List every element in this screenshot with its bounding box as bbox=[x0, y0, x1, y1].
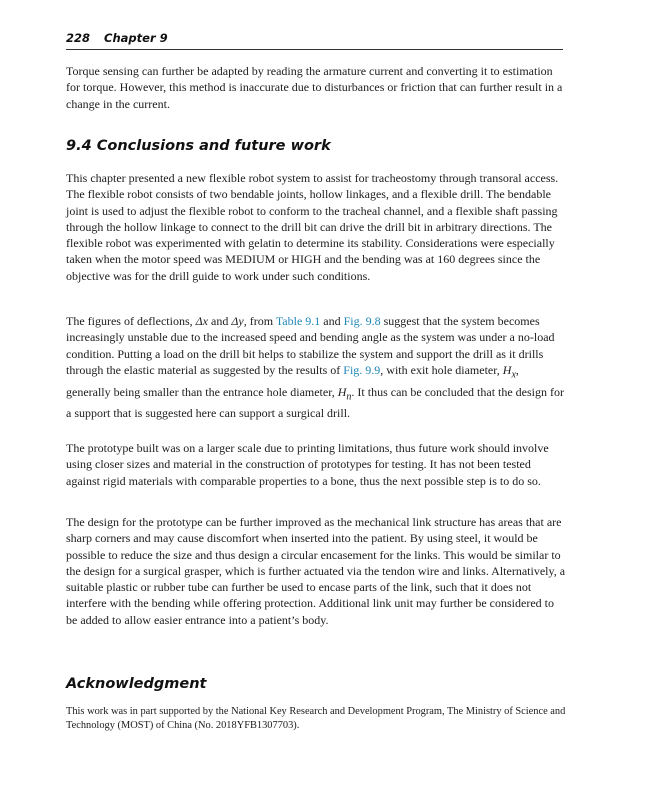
p2-text: and bbox=[320, 314, 344, 328]
p2-text: The figures of deflections, bbox=[66, 314, 196, 328]
p2-text: suggest that the system becomes increasingly unstable due to the increased speed and bending angle as the system was under a no-load condition. Putting a load on the drill bit helps to stabilize the system and support the drill as it drills through the elastic material as suggested by the results of bbox=[66, 314, 555, 377]
p2-text: , with exit hole diameter, bbox=[380, 362, 503, 377]
conclusion-paragraph-1: This chapter presented a new flexible robot system to assist for tracheostomy through transoral access. The flexible robot consists of two bendable joints, hollow linkages, and a flexible drill. The bendable joint is used to adjust the flexible robot to conform to the tracheal channel, and a flexible shaft passing through the hollow linkage to connect to the drill bit can drive the drill bit in arbitrary directions. The flexible robot was experimented with gelatin to determine its stability. Considerations were especially taken when the motor speed was MEDIUM or HIGH and the bending was at 160 degrees since the objective was for the drill guide to work under such conditions. bbox=[66, 171, 559, 283]
acknowledgment-heading: Acknowledgment bbox=[66, 676, 207, 692]
conclusion-paragraph-2 bbox=[66, 313, 566, 422]
conclusion-paragraph-4: The design for the prototype can be further improved as the mechanical link structure has areas that are sharp corners and may cause discomfort when inserted into the patient. By using steel, it would be possible to reduce the size and thus design a circular encasement for the links. This would be similar to the design for a surgical grasper, which is further actuated via the tendon wire and links. Alternatively, a suitable plastic or rubber tube can further be used to encase parts of the link, such that it does not interfere with the bending while offering protection. Additional link unit may further be considered to be added to allow easier entrance into a patient’s body. bbox=[66, 515, 566, 627]
fig-9-9-link[interactable]: Fig. 9.9 bbox=[343, 362, 381, 377]
p2-text: , from bbox=[243, 314, 276, 328]
x-subscript: x bbox=[511, 369, 516, 381]
p2-text: and bbox=[208, 314, 232, 328]
chapter-label: Chapter 9 bbox=[104, 31, 168, 45]
n-subscript: n bbox=[346, 390, 352, 402]
intro-paragraph: Torque sensing can further be adapted by reading the armature current and converting it to estimation for torque. However, this method is inaccurate due to disturbances or friction that can further result in a change in the current. bbox=[66, 64, 563, 111]
conclusion-paragraph-3: The prototype built was on a larger scale due to printing limitations, thus future work should involve using closer sizes and material in the construction of prototypes for testing. It has not been tested against rigid materials with comparable properties to a bone, thus the next possible step is to do so. bbox=[66, 441, 549, 488]
h-symbol: H bbox=[337, 384, 347, 399]
p2-text: . It thus can be concluded that the design for a support that is suggested here can support a surgical drill. bbox=[66, 384, 565, 421]
table-9-1-link[interactable]: Table 9.1 bbox=[275, 314, 321, 328]
delta-y-symbol: Δy bbox=[231, 314, 244, 328]
fig-9-8-link[interactable]: Fig. 9.8 bbox=[343, 314, 381, 328]
h-symbol: H bbox=[502, 362, 512, 377]
delta-x-symbol: Δx bbox=[195, 314, 208, 328]
acknowledgment-text: This work was in part supported by the National Key Research and Development Program, The Ministry of Science and Technology (MOST) of China (No. 2018YFB1307703). bbox=[66, 706, 566, 731]
exit-hole-symbol bbox=[502, 362, 516, 381]
running-head bbox=[66, 31, 563, 45]
entrance-hole-symbol bbox=[337, 384, 352, 402]
header-rule bbox=[66, 49, 563, 50]
section-heading: 9.4 Conclusions and future work bbox=[66, 138, 331, 154]
page-number: 228 bbox=[66, 31, 91, 45]
p2-text: , generally being smaller than the entrance hole diameter, bbox=[66, 362, 519, 399]
